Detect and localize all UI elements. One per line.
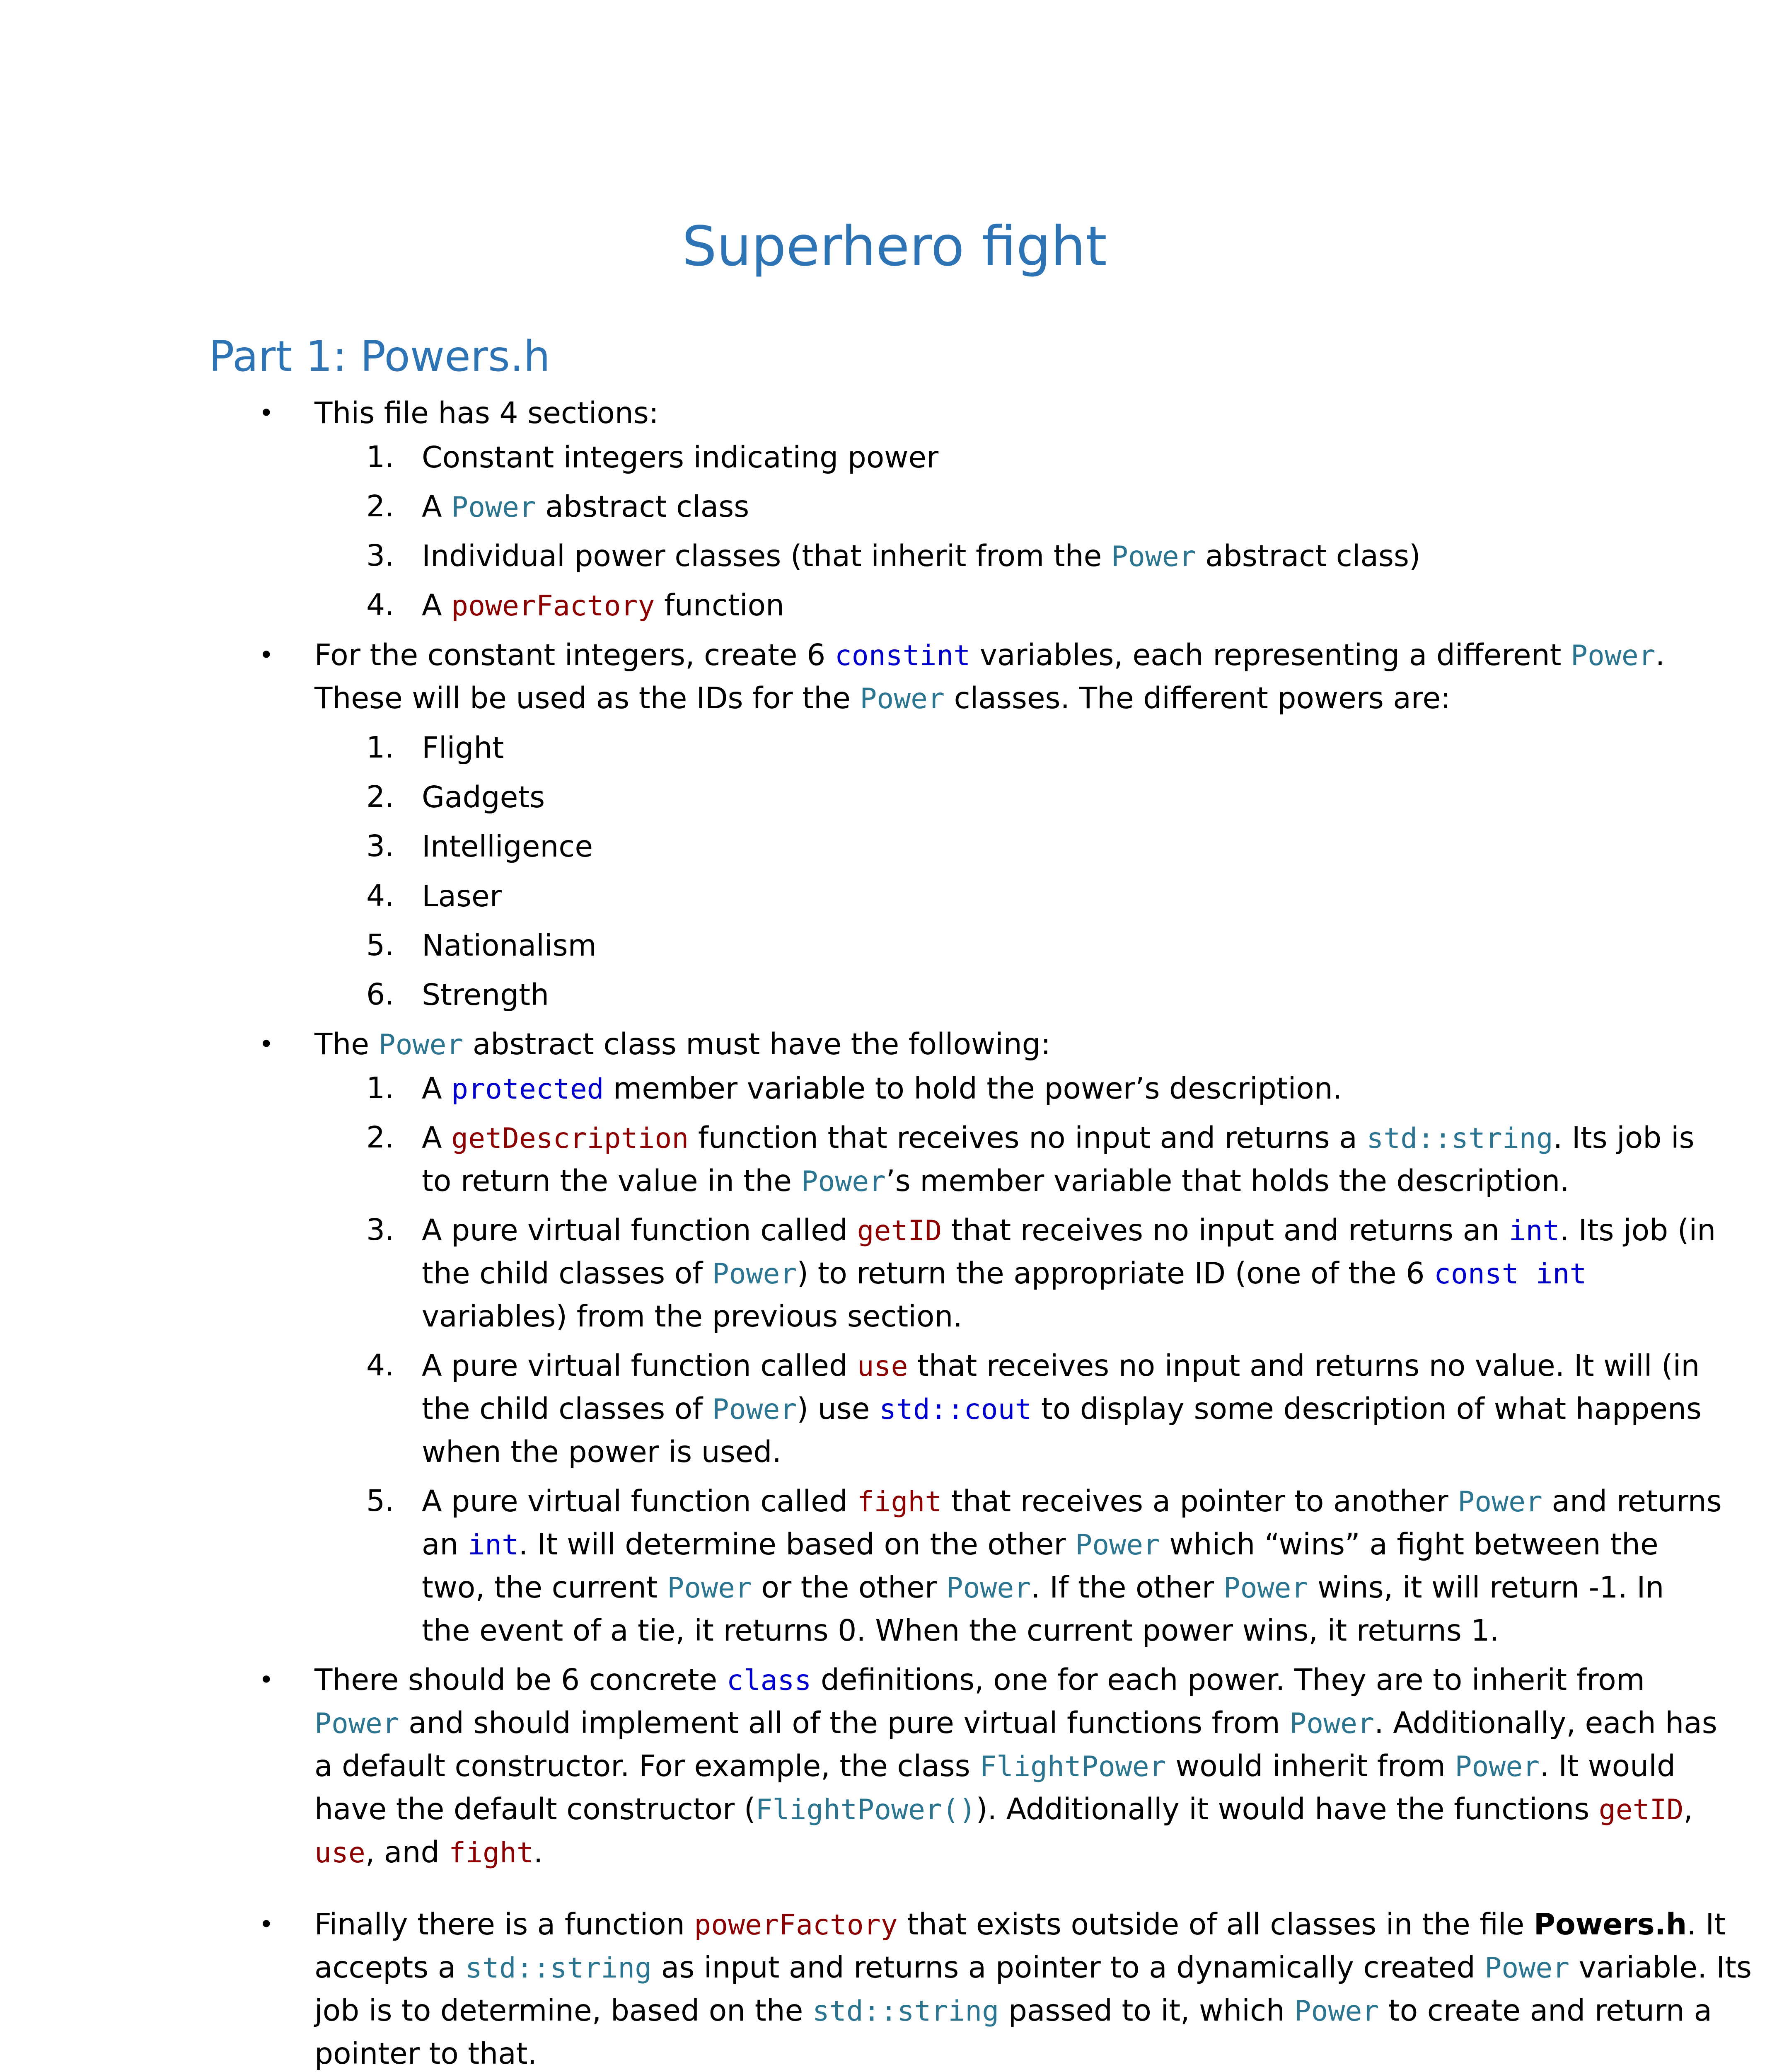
power-name: Nationalism: [422, 928, 597, 963]
bullet-text-line: a default constructor. For example, the class FlightPower would inherit from Power. It would: [314, 1749, 1676, 1783]
bullet-marker: •: [259, 1665, 274, 1694]
bullet-text-line: These will be used as the IDs for the Power classes. The different powers are:: [314, 681, 1451, 715]
list-number: 2.: [366, 489, 394, 523]
bullet-text-line: For the constant integers, create 6 constint variables, each representing a different Power.: [314, 638, 1665, 672]
list-item-line: the event of a tie, it returns 0. When the current power wins, it returns 1.: [422, 1613, 1499, 1648]
bullet-text-line: use, and fight.: [314, 1835, 543, 1869]
bullet-text-line: job is to determine, based on the std::string passed to it, which Power to create and return a: [314, 1993, 1712, 2028]
list-item-line: A pure virtual function called use that receives no input and returns no value. It will (in: [422, 1348, 1700, 1383]
list-item-line: the child classes of Power) use std::cout to display some description of what happens: [422, 1392, 1702, 1426]
list-number: 3.: [366, 829, 394, 863]
list-number: 1.: [366, 730, 394, 765]
list-number: 2.: [366, 779, 394, 814]
power-name: Intelligence: [422, 829, 593, 864]
list-number: 6.: [366, 977, 394, 1012]
power-name: Strength: [422, 978, 549, 1012]
bullet-marker: •: [259, 1030, 274, 1059]
list-number: 5.: [366, 1484, 394, 1518]
list-number: 4.: [366, 1348, 394, 1382]
list-number: 4.: [366, 588, 394, 622]
power-name: Laser: [422, 879, 502, 913]
list-item-line: variables) from the previous section.: [422, 1299, 962, 1334]
bullet-text: This file has 4 sections:: [314, 396, 659, 430]
list-number: 1.: [366, 1071, 394, 1105]
list-number: 4.: [366, 879, 394, 913]
list-number: 3.: [366, 1213, 394, 1247]
list-item-line: A pure virtual function called fight that receives a pointer to another Power and returns: [422, 1484, 1722, 1518]
list-item-line: an int. It will determine based on the other Power which “wins” a fight between the: [422, 1527, 1658, 1561]
document-title: Superhero fight: [682, 215, 1107, 278]
bullet-marker: •: [259, 641, 274, 670]
bullet-text-line: Finally there is a function powerFactory that exists outside of all classes in the file Powers.h. It: [314, 1907, 1726, 1941]
list-item-line: to return the value in the Power’s member variable that holds the description.: [422, 1164, 1569, 1198]
section-heading-part1: Part 1: Powers.h: [209, 332, 551, 381]
list-item: Individual power classes (that inherit from the Power abstract class): [422, 539, 1421, 573]
list-item: A powerFactory function: [422, 588, 785, 622]
list-item-line: A pure virtual function called getID that receives no input and returns an int. Its job (in: [422, 1213, 1716, 1247]
power-name: Flight: [422, 731, 504, 765]
bullet-text-line: There should be 6 concrete class definitions, one for each power. They are to inherit from: [314, 1663, 1645, 1697]
bullet-text-line: Power and should implement all of the pure virtual functions from Power. Additionally, each has: [314, 1706, 1717, 1740]
bullet-text-line: pointer to that.: [314, 2036, 537, 2071]
list-number: 2.: [366, 1120, 394, 1155]
list-item-line: when the power is used.: [422, 1435, 782, 1469]
bullet-marker: •: [259, 1910, 274, 1939]
power-name: Gadgets: [422, 780, 545, 814]
list-item-line: A getDescription function that receives no input and returns a std::string. Its job is: [422, 1121, 1695, 1155]
list-item: A Power abstract class: [422, 489, 749, 524]
bullet-text-line: The Power abstract class must have the following:: [314, 1027, 1051, 1061]
bullet-text-line: have the default constructor (FlightPower()). Additionally it would have the functions getID,: [314, 1792, 1693, 1826]
list-item-line: the child classes of Power) to return the appropriate ID (one of the 6 const int: [422, 1256, 1587, 1290]
list-number: 1.: [366, 440, 394, 474]
list-number: 3.: [366, 538, 394, 573]
list-number: 5.: [366, 928, 394, 962]
bullet-marker: •: [259, 399, 274, 428]
list-item-line: two, the current Power or the other Power. If the other Power wins, it will return -1. In: [422, 1570, 1664, 1605]
list-item: Constant integers indicating power: [422, 440, 939, 474]
bullet-text-line: accepts a std::string as input and returns a pointer to a dynamically created Power variable. Its: [314, 1950, 1752, 1985]
list-item: A protected member variable to hold the power’s description.: [422, 1071, 1342, 1106]
